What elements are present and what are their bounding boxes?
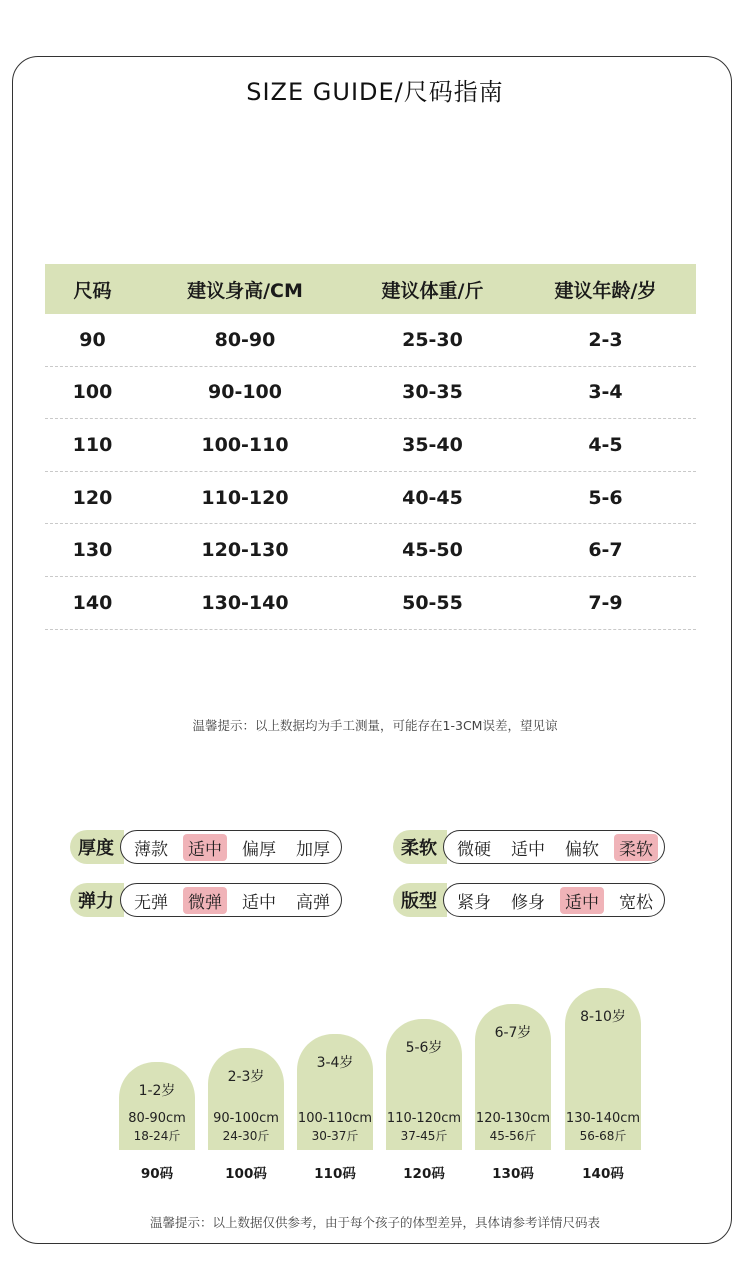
measure-note: 温馨提示：以上数据均为手工测量，可能存在1-3CM误差，望见谅 [192, 718, 558, 733]
age-bar [475, 1004, 551, 1150]
cell-height: 80-90 [214, 328, 276, 351]
cell-height: 100-110 [201, 433, 289, 456]
bar-age: 3-4岁 [316, 1055, 354, 1071]
bar-height: 90-100cm [213, 1111, 279, 1126]
attr-options [443, 830, 665, 864]
cell-weight: 25-30 [402, 328, 463, 351]
age-bar [386, 1019, 462, 1150]
bar-size-label: 130码 [492, 1166, 534, 1182]
attr-option-selected: 微弹 [183, 887, 227, 914]
bar-age: 5-6岁 [405, 1040, 443, 1056]
attr-label: 弹力 [70, 883, 124, 917]
age-bar [208, 1048, 284, 1150]
table-row [45, 419, 696, 472]
bar-weight: 30-37斤 [311, 1129, 359, 1143]
bar-weight: 45-56斤 [489, 1129, 537, 1143]
cell-size: 140 [72, 591, 113, 614]
cell-height: 130-140 [201, 591, 289, 614]
table-row [45, 472, 696, 525]
cell-size: 120 [72, 486, 113, 509]
cell-weight: 40-45 [402, 486, 463, 509]
header-height: 建议身高/CM [187, 279, 303, 302]
bar-size-label: 90码 [140, 1166, 174, 1182]
header-age: 建议年龄/岁 [554, 279, 657, 302]
bar-height: 120-130cm [475, 1111, 551, 1126]
cell-age: 6-7 [588, 539, 623, 562]
attr-option: 偏软 [565, 839, 599, 860]
attr-fit [393, 883, 665, 917]
cell-weight: 30-35 [402, 381, 463, 404]
age-bar [297, 1034, 373, 1150]
cell-size: 130 [72, 539, 113, 562]
cell-weight: 50-55 [402, 591, 463, 614]
attr-option: 宽松 [619, 892, 653, 913]
cell-age: 7-9 [588, 591, 623, 614]
attr-option-selected: 适中 [183, 834, 227, 861]
cell-size: 100 [72, 381, 113, 404]
attr-label: 厚度 [70, 830, 124, 864]
header-size: 尺码 [73, 279, 112, 302]
bar-size-label: 120码 [403, 1166, 445, 1182]
attr-softness [393, 830, 665, 864]
bar-age: 8-10岁 [580, 1009, 626, 1025]
bar-age: 2-3岁 [227, 1069, 265, 1085]
attr-option: 高弹 [296, 892, 330, 913]
attr-elasticity [70, 883, 342, 917]
cell-age: 5-6 [588, 486, 623, 509]
table-row [45, 577, 696, 630]
reference-note: 温馨提示：以上数据仅供参考，由于每个孩子的体型差异，具体请参考详情尺码表 [149, 1215, 600, 1230]
bar-height: 130-140cm [565, 1111, 641, 1126]
attr-option: 薄款 [134, 839, 168, 860]
attr-option-selected: 柔软 [614, 834, 658, 861]
age-bar [119, 1062, 195, 1150]
table-header [45, 264, 696, 314]
attr-option: 微硬 [457, 839, 491, 860]
attr-option-selected: 适中 [560, 887, 604, 914]
bar-weight: 18-24斤 [133, 1129, 181, 1143]
bar-weight: 56-68斤 [579, 1129, 627, 1143]
table-row [45, 367, 696, 420]
header-weight: 建议体重/斤 [381, 279, 484, 302]
attr-label: 版型 [393, 883, 447, 917]
bar-height: 80-90cm [128, 1111, 186, 1126]
cell-height: 110-120 [201, 486, 289, 509]
cell-size: 110 [72, 433, 113, 456]
cell-size: 90 [79, 328, 106, 351]
table-row [45, 314, 696, 367]
attr-options [443, 883, 665, 917]
attr-options [120, 883, 342, 917]
attr-thickness [70, 830, 342, 864]
bar-age: 1-2岁 [138, 1083, 176, 1099]
bar-height: 110-120cm [386, 1111, 462, 1126]
cell-age: 3-4 [588, 381, 623, 404]
page-title: SIZE GUIDE/尺码指南 [246, 78, 504, 106]
attr-label: 柔软 [393, 830, 447, 864]
cell-height: 120-130 [201, 539, 289, 562]
attr-option: 紧身 [457, 892, 491, 913]
bar-size-label: 140码 [582, 1166, 624, 1182]
bar-weight: 24-30斤 [222, 1129, 270, 1143]
cell-weight: 35-40 [402, 433, 463, 456]
bar-height: 100-110cm [297, 1111, 373, 1126]
cell-weight: 45-50 [402, 539, 463, 562]
cell-age: 4-5 [588, 433, 623, 456]
bar-weight: 37-45斤 [400, 1129, 448, 1143]
bar-size-label: 100码 [225, 1166, 267, 1182]
attr-option: 偏厚 [242, 839, 276, 860]
cell-height: 90-100 [208, 381, 282, 404]
attr-option: 修身 [511, 892, 545, 913]
table-row [45, 524, 696, 577]
age-bar [565, 988, 641, 1150]
attr-option: 适中 [242, 892, 276, 913]
bar-size-label: 110码 [314, 1166, 356, 1182]
attr-option: 无弹 [134, 892, 168, 913]
attr-option: 加厚 [296, 839, 330, 860]
attr-option: 适中 [511, 839, 545, 860]
size-table [45, 264, 696, 630]
bar-age: 6-7岁 [494, 1025, 532, 1041]
cell-age: 2-3 [588, 328, 623, 351]
attr-options [120, 830, 342, 864]
